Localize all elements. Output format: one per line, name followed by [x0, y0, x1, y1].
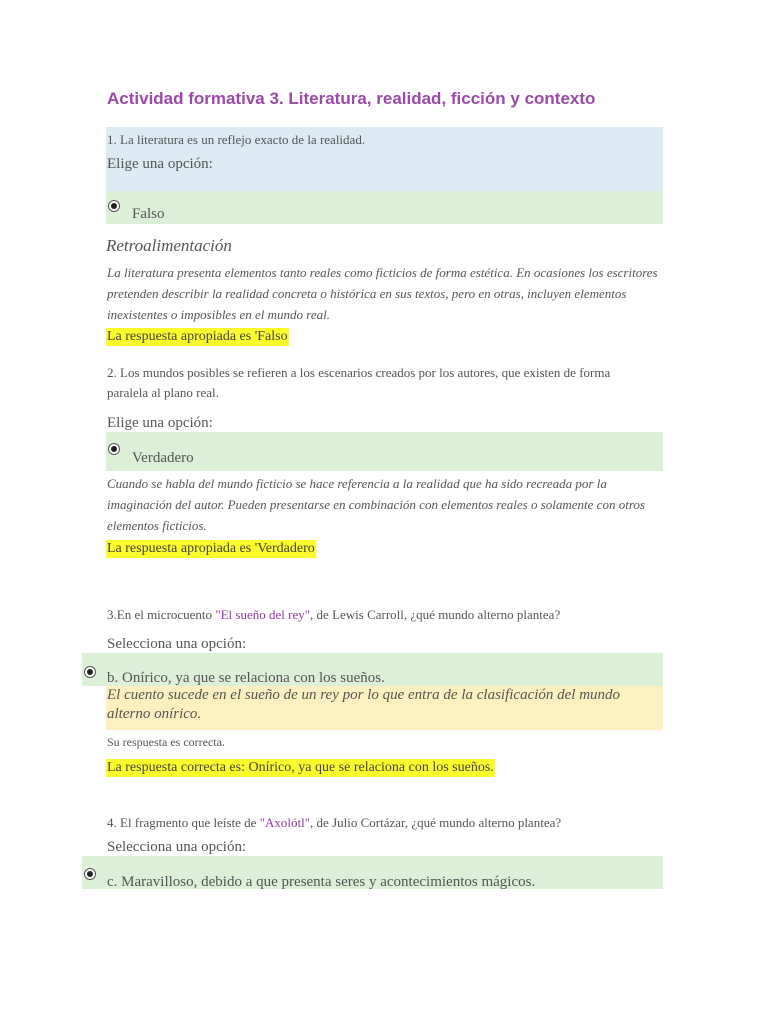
question-3-feedback: El cuento sucede en el sueño de un rey por lo que entra de la clasificación del mundo alterno onírico.: [107, 687, 621, 722]
question-1-answer-box: [106, 191, 663, 224]
question-1-prompt: Elige una opción:: [107, 156, 213, 172]
question-1-answer: Falso: [132, 206, 165, 222]
question-4-text-post: , de Julio Cortázar, ¿qué mundo alterno plantea?: [310, 815, 562, 830]
question-3-text-post: , de Lewis Carroll, ¿qué mundo alterno plantea?: [310, 607, 561, 622]
question-3-text: [107, 605, 560, 625]
story-link-el-sueno-del-rey[interactable]: "El sueño del rey": [215, 607, 311, 622]
question-1-correct-answer: La respuesta apropiada es 'Falso: [107, 329, 288, 344]
story-link-axolotl[interactable]: "Axolótl": [259, 815, 311, 830]
question-3-correct-answer: La respuesta correcta es: Onírico, ya que se relaciona con los sueños.: [107, 760, 494, 775]
question-2-answer: Verdadero: [132, 450, 194, 466]
question-4-prompt: Selecciona una opción:: [107, 839, 247, 855]
feedback-heading: Retroalimentación: [106, 236, 232, 255]
question-4-answer: c. Maravilloso, debido a que presenta seres y acontecimientos mágicos.: [107, 874, 536, 890]
question-2-feedback: Cuando se habla del mundo ficticio se hace referencia a la realidad que ha sido recreada por la imaginación del autor. Pueden presentarse en combinación con elementos reales o solamente con otros elementos ficticios.: [107, 476, 645, 533]
radio-selected-icon[interactable]: [108, 443, 120, 455]
question-3-answer: b. Onírico, ya que se relaciona con los sueños.: [107, 670, 385, 686]
question-1-text: 1. La literatura es un reflejo exacto de la realidad.: [107, 132, 366, 147]
radio-selected-icon[interactable]: [84, 666, 96, 678]
question-4-text-pre: 4. El fragmento que leíste de: [107, 815, 260, 830]
question-1-feedback: La literatura presenta elementos tanto reales como ficticios de forma estética. En ocasiones los escritores pretenden describir la realidad concreta o histórica en sus textos, pero en otras, incluyen elementos inexistentes o imposibles en el mundo real.: [107, 265, 658, 322]
radio-selected-icon[interactable]: [108, 200, 120, 212]
question-3-status: Su respuesta es correcta.: [107, 735, 225, 749]
radio-selected-icon[interactable]: [84, 868, 96, 880]
question-2-text: 2. Los mundos posibles se refieren a los escenarios creados por los autores, que existen de forma paralela al plano real.: [107, 365, 611, 400]
question-3-prompt: Selecciona una opción:: [107, 636, 247, 652]
page-title: Actividad formativa 3. Literatura, realidad, ficción y contexto: [107, 89, 596, 108]
question-2-correct-answer: La respuesta apropiada es 'Verdadero: [107, 541, 315, 556]
question-2-prompt: Elige una opción:: [107, 415, 213, 431]
question-4-text: [107, 813, 561, 833]
question-3-text-pre: 3.En el microcuento: [107, 607, 216, 622]
